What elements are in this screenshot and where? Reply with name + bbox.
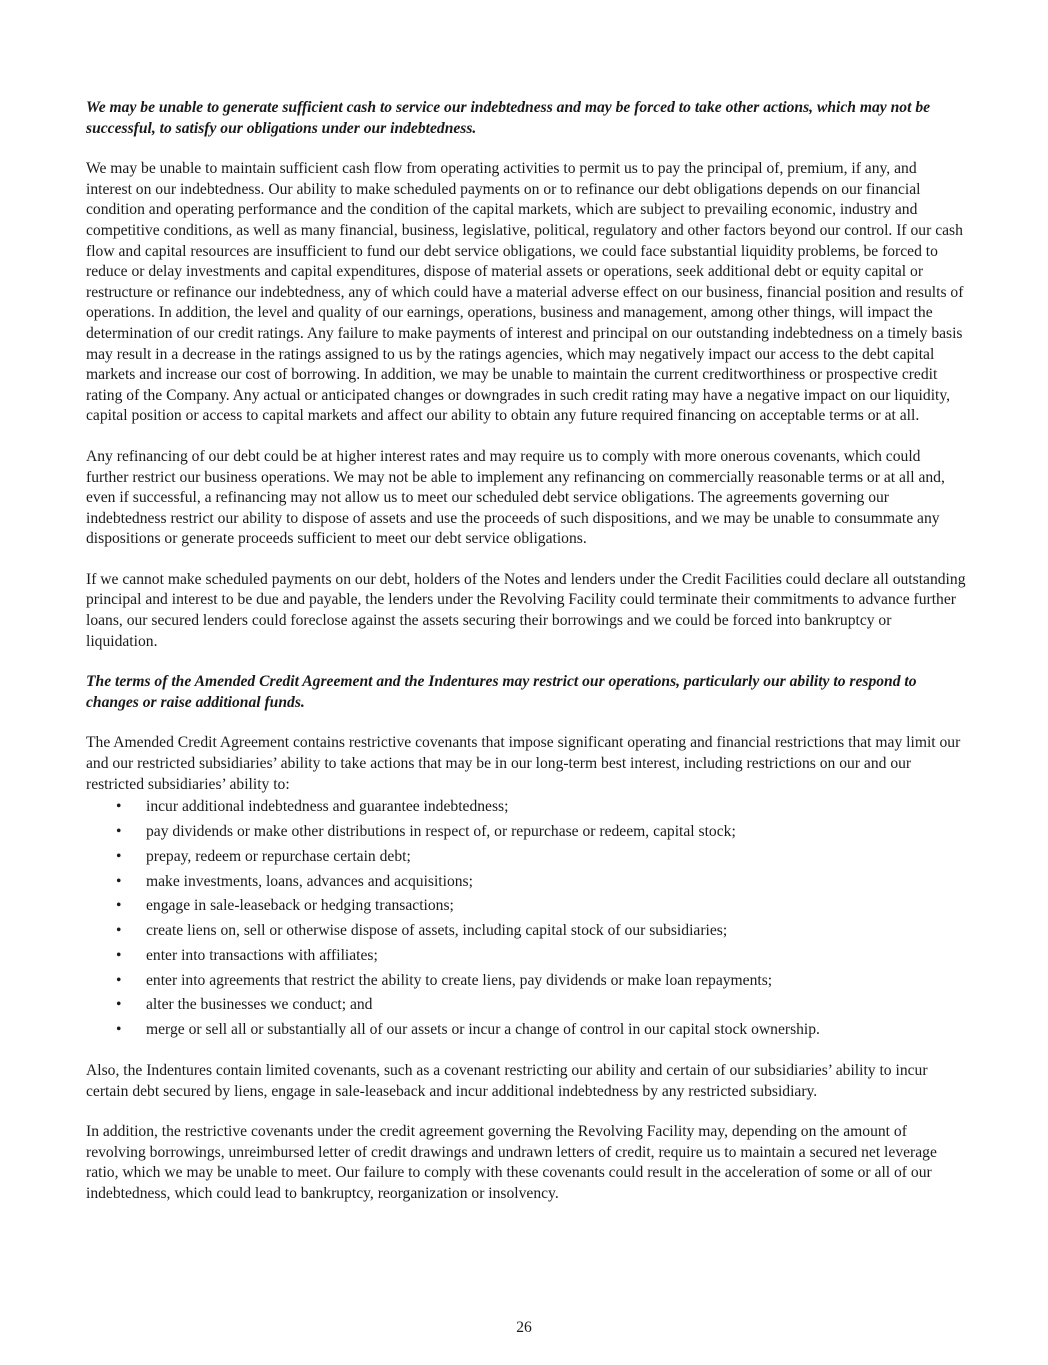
list-item [86, 896, 966, 917]
list-item-text: create liens on, sell or otherwise dispose of assets, including capital stock of our subsidiaries; [146, 922, 728, 940]
list-item [86, 822, 966, 843]
list-item [86, 946, 966, 967]
list-item-text: engage in sale-leaseback or hedging transactions; [146, 897, 454, 915]
paragraph-covenants-intro: The Amended Credit Agreement contains restrictive covenants that impose significant operating and financial restrictions that may limit our and our restricted subsidiaries’ ability to take actions that may be in our long-term best interest, including restrictions on our and our restricted subsidiaries’ ability to: [86, 734, 961, 793]
list-item [86, 872, 966, 893]
list-item-text: incur additional indebtedness and guarantee indebtedness; [146, 798, 509, 816]
list-item-text: prepay, redeem or repurchase certain debt; [146, 847, 411, 865]
paragraph-refinancing: Any refinancing of our debt could be at higher interest rates and may require us to comply with more onerous covenants, which could further restrict our business operations. We may not be able to implement any refinancing on commercially reasonable terms or at all and, even if successful, a refinancing may not allow us to meet our scheduled debt service obligations. The agreements governing our indebtedness restrict our ability to dispose of assets and use the proceeds of such dispositions, and we may be unable to consummate any dispositions or generate proceeds sufficient to meet our debt service obligations. [86, 447, 945, 548]
list-item-text: merge or sell all or substantially all of our assets or incur a change of control in our capital stock ownership. [146, 1021, 820, 1039]
list-item-text: make investments, loans, advances and acquisitions; [146, 872, 473, 890]
bullet-icon: • [116, 847, 122, 865]
paragraph-revolving-facility: In addition, the restrictive covenants under the credit agreement governing the Revolving Facility may, depending on the amount of revolving borrowings, unreimbursed letter of credit drawings and undrawn letters of credit, require us to maintain a secured net leverage ratio, which we may be unable to meet. Our failure to comply with these covenants could result in the acceleration of some or all of our indebtedness, which could lead to bankruptcy, reorganization or insolvency. [86, 1123, 937, 1202]
list-item [86, 847, 966, 868]
section-heading-cash-flow: We may be unable to generate sufficient cash to service our indebtedness and may be forced to take other actions, which may not be successful, to satisfy our obligations under our indebtedness. [86, 99, 931, 137]
list-item [86, 995, 966, 1016]
list-item-text: enter into transactions with affiliates; [146, 946, 378, 964]
paragraph-indentures: Also, the Indentures contain limited covenants, such as a covenant restricting our ability and certain of our subsidiaries’ ability to incur certain debt secured by liens, engage in sale-leaseback and incur additional indebtedness by any restricted subsidiary. [86, 1062, 928, 1100]
bullet-icon: • [116, 996, 122, 1014]
list-item [86, 971, 966, 992]
bullet-icon: • [116, 971, 122, 989]
list-item [86, 797, 966, 818]
list-item-text: pay dividends or make other distributions in respect of, or repurchase or redeem, capital stock; [146, 823, 736, 840]
document-page [86, 98, 966, 1205]
bullet-icon: • [116, 798, 122, 816]
paragraph-default: If we cannot make scheduled payments on our debt, holders of the Notes and lenders under the Credit Facilities could declare all outstanding principal and interest to be due and payable, the lenders under the Revolving Facility could terminate their commitments to advance further loans, our secured lenders could foreclose against the assets securing their borrowings and we could be forced into bankruptcy or liquidation. [86, 570, 966, 650]
covenant-list [86, 797, 966, 1041]
bullet-icon: • [116, 872, 122, 890]
list-item [86, 921, 966, 942]
list-item-text: enter into agreements that restrict the ability to create liens, pay dividends or make loan repayments; [146, 971, 773, 989]
list-item [86, 1020, 966, 1041]
bullet-icon: • [116, 823, 122, 840]
bullet-icon: • [116, 1021, 122, 1039]
bullet-icon: • [116, 922, 122, 940]
list-item-text: alter the businesses we conduct; and [146, 996, 373, 1014]
paragraph-cash-flow: We may be unable to maintain sufficient cash flow from operating activities to permit us to pay the principal of, premium, if any, and interest on our indebtedness. Our ability to make scheduled payments on or to refinance our debt obligations depends on our financial condition and operating performance and the condition of the capital markets, which are subject to prevailing economic, industry and competitive conditions, as well as many financial, business, legislative, political, regulatory and other factors beyond our control. If our cash flow and capital resources are insufficient to fund our debt service obligations, we could face substantial liquidity problems, be forced to reduce or delay investments and capital expenditures, dispose of material assets or operations, seek additional debt or equity capital or restructure or refinance our indebtedness, any of which could have a material adverse effect on our business, financial position and results of operations. In addition, the level and quality of our earnings, operations, business and management, among other things, will impact the determination of our credit ratings. Any failure to make payments of interest and principal on our outstanding indebtedness on a timely basis may result in a decrease in the ratings assigned to us by the ratings agencies, which may negatively impact our access to the debt capital markets and increase our cost of borrowing. In addition, we may be unable to maintain the current creditworthiness or prospective credit rating of the Company. Any actual or anticipated changes or downgrades in such credit rating may have a negative impact on our liquidity, capital position or access to capital markets and affect our ability to obtain any future required financing on acceptable terms or at all. [86, 160, 964, 425]
section-heading-credit-agreement: The terms of the Amended Credit Agreement and the Indentures may restrict our operations, particularly our ability to respond to changes or raise additional funds. [86, 673, 917, 711]
page-number: 26 [516, 1319, 532, 1336]
bullet-icon: • [116, 946, 122, 964]
bullet-icon: • [116, 897, 122, 915]
